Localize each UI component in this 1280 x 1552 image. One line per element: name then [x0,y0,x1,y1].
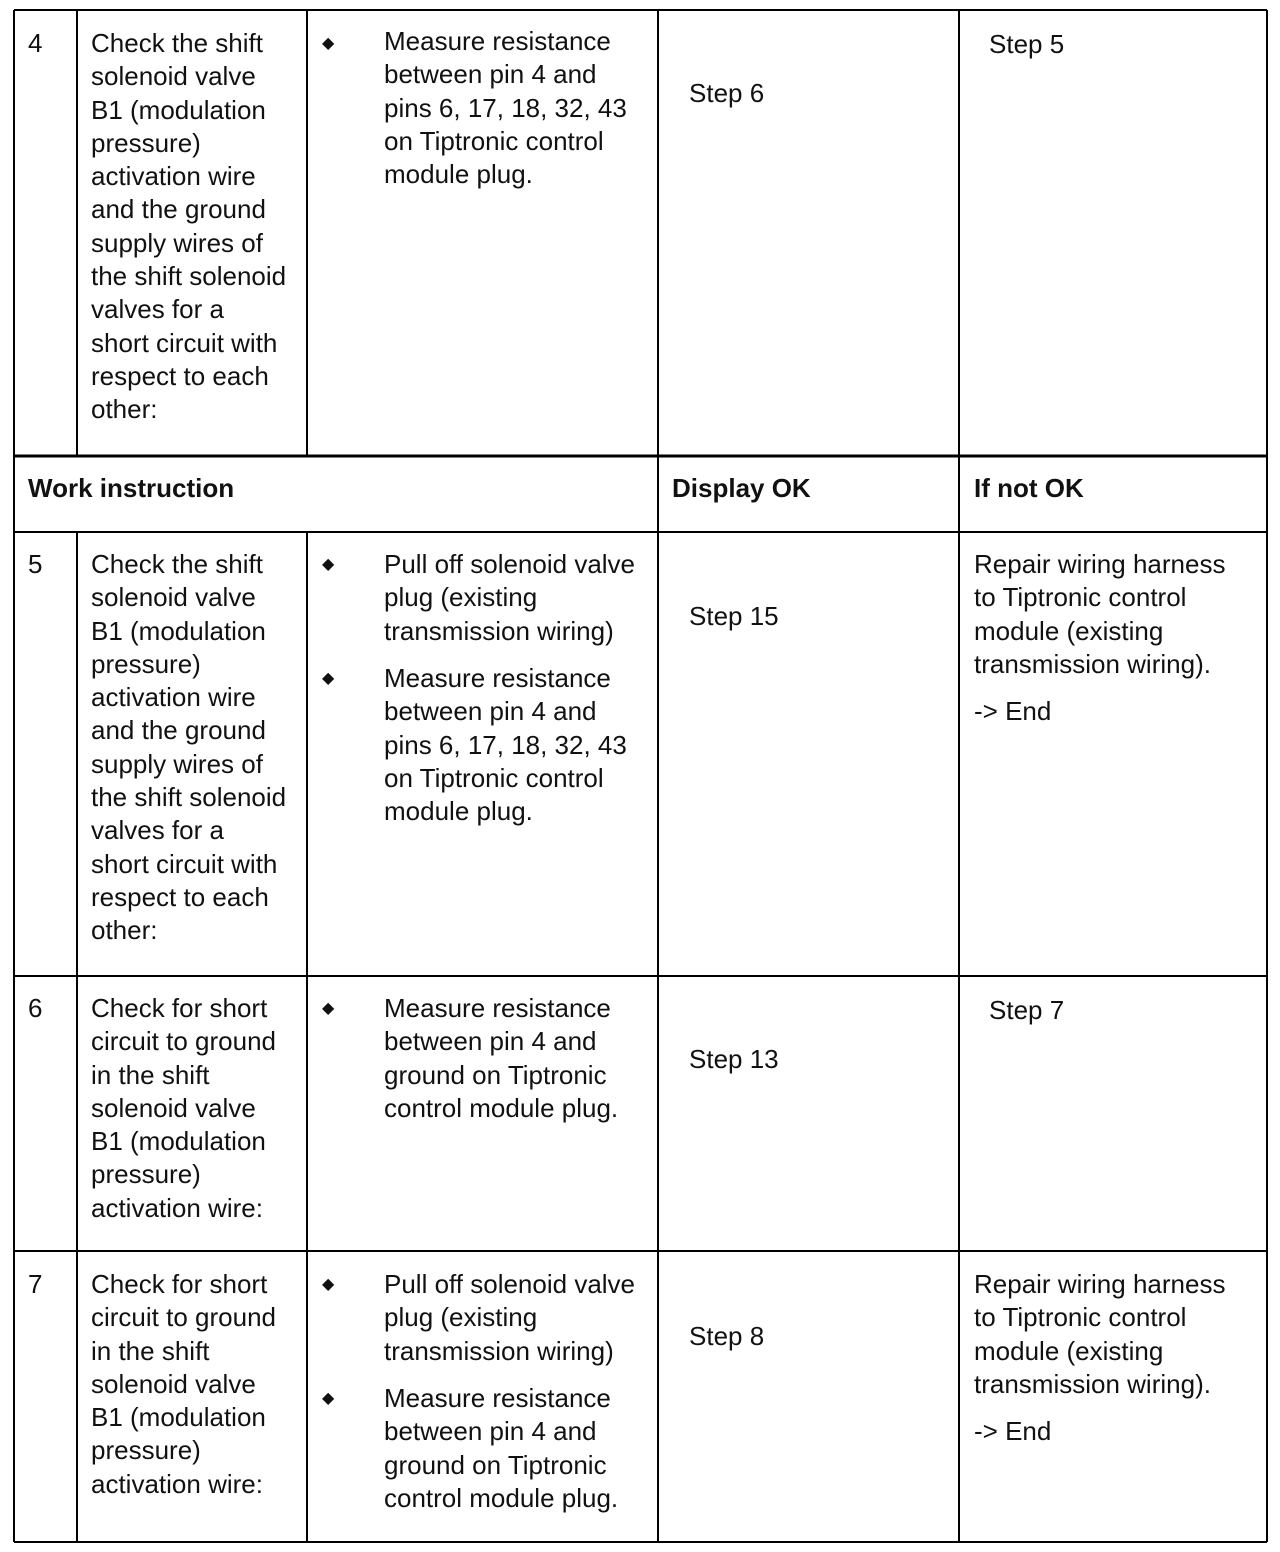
bullet-diamond-icon: ◆ [322,556,335,573]
if-not-ok-step: Step 7 [989,995,1065,1025]
row-number: 7 [28,1269,43,1299]
check-description: Check for short circuit to ground in the shift solenoid valve B1 (modulation pressure) activation wire: [91,993,276,1223]
bullet-diamond-icon: ◆ [322,35,335,52]
if-not-ok-text: Repair wiring harness to Tiptronic control module (existing transmission wiring). [974,1269,1226,1399]
row-number: 5 [28,549,43,579]
if-not-ok-text: Repair wiring harness to Tiptronic control module (existing transmission wiring). [974,549,1226,679]
action-text: Measure resistance between pin 4 and ground on Tiptronic control module plug. [384,1383,619,1513]
if-not-ok-step: Step 5 [989,29,1065,59]
row-number: 4 [28,28,43,58]
display-ok-step: Step 13 [689,1044,779,1074]
bullet-diamond-icon: ◆ [322,1000,335,1017]
if-not-ok-end: -> End [974,696,1052,726]
if-not-ok-end: -> End [974,1416,1052,1446]
action-text: Pull off solenoid valve plug (existing transmission wiring) [384,549,636,646]
action-text: Measure resistance between pin 4 and pins 6, 17, 18, 32, 43 on Tiptronic control module plug. [384,663,627,827]
display-ok-step: Step 8 [689,1321,765,1351]
header-display-ok: Display OK [672,473,811,503]
display-ok-step: Step 6 [689,78,765,108]
check-description: Check the shift solenoid valve B1 (modulation pressure) activation wire and the ground supply wires of the shift solenoid valves for a short circuit with respect to each other: [91,28,287,425]
check-description: Check for short circuit to ground in the shift solenoid valve B1 (modulation pressure) activation wire: [91,1269,276,1499]
bullet-diamond-icon: ◆ [322,1390,335,1407]
bullet-diamond-icon: ◆ [322,670,335,687]
bullet-diamond-icon: ◆ [322,1276,335,1293]
header-if-not-ok: If not OK [974,473,1084,503]
header-work-instruction: Work instruction [28,473,235,503]
action-text: Measure resistance between pin 4 and pins 6, 17, 18, 32, 43 on Tiptronic control module plug. [384,26,627,190]
row-number: 6 [28,993,43,1023]
display-ok-step: Step 15 [689,601,779,631]
action-text: Measure resistance between pin 4 and ground on Tiptronic control module plug. [384,993,619,1123]
action-text: Pull off solenoid valve plug (existing transmission wiring) [384,1269,636,1366]
check-description: Check the shift solenoid valve B1 (modulation pressure) activation wire and the ground supply wires of the shift solenoid valves for a short circuit with respect to each other: [91,549,287,946]
